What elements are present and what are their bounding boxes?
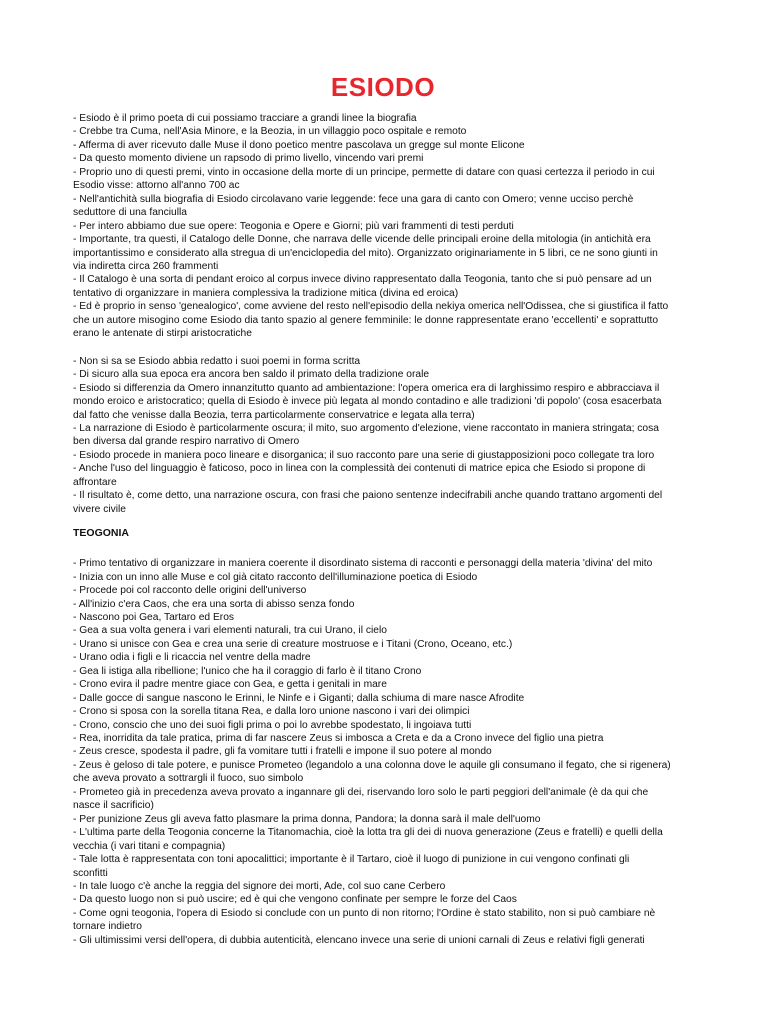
text-line: - Zeus è geloso di tale potere, e punisce Prometeo (legandolo a una colonna dove le aquile gli consumano il fegato, che si rigenera) <box>73 759 671 771</box>
section-heading-teogonia: TEOGONIA <box>73 527 130 540</box>
text-line: - Anche l'uso del linguaggio è faticoso, poco in linea con la complessità dei contenuti di matrice epica che Esiodo si propone di <box>73 463 646 475</box>
text-line: - Zeus cresce, spodesta il padre, gli fa vomitare tutti i fratelli e impone il suo potere al mondo <box>73 746 492 758</box>
text-line: vivere civile <box>73 503 126 515</box>
text-line: - Gea li istiga alla ribellione; l'unico che ha il coraggio di farlo è il titano Crono <box>73 665 422 677</box>
text-line: Esodio visse: attorno all'anno 700 ac <box>73 180 240 192</box>
text-line: - La narrazione di Esiodo è particolarmente oscura; il mito, suo argomento d'elezione, viene raccontato in maniera stringata; cosa <box>73 422 659 434</box>
text-line: seduttore di una fanciulla <box>73 207 187 219</box>
text-line: tentativo di organizzare in maniera complessiva la tradizione mitica (divina ed eroica) <box>73 287 459 299</box>
text-line: - Urano odia i figli e li ricaccia nel ventre della madre <box>73 652 311 664</box>
text-line: - Tale lotta è rappresentata con toni apocalittici; importante è il Tartaro, cioè il luogo di punizione in cui vengono confinati gli <box>73 854 630 866</box>
text-line: - In tale luogo c'è anche la reggia del signore dei morti, Ade, col suo cane Cerbero <box>73 881 446 893</box>
text-line: - Il risultato è, come detto, una narrazione oscura, con frasi che paiono sentenze indecifrabili anche quando trattano argomenti del <box>73 490 663 502</box>
text-line: - Urano si unisce con Gea e crea una serie di creature mostruose e i Titani (Crono, Oceano, etc.) <box>73 638 513 650</box>
intro-section <box>73 112 693 341</box>
text-line: - Il Catalogo è una sorta di pendant eroico al corpus invece divino rappresentato dalla Teogonia, tanto che si può pensare ad un <box>73 274 652 286</box>
paragraph-spacer <box>73 341 693 355</box>
text-line: vecchia (i vari titani e compagnia) <box>73 840 226 852</box>
text-line: - Importante, tra questi, il Catalogo delle Donne, che narrava delle vicende delle principali eroine della mitologia (in antichità era <box>73 234 651 246</box>
text-line: - All'inizio c'era Caos, che era una sorta di abisso senza fondo <box>73 598 355 610</box>
text-line: sconfitti <box>73 867 108 879</box>
text-line: - Rea, inorridita da tale pratica, prima di far nascere Zeus si imbosca a Creta e da a Crono invece del figlio una pietra <box>73 733 604 745</box>
text-line: - Esiodo si differenzia da Omero innanzitutto quanto ad ambientazione: l'opera omerica era di larghissimo respiro e abbracciava il <box>73 382 660 394</box>
text-line: - Procede poi col racconto delle origini dell'universo <box>73 585 307 597</box>
text-line: - Nascono poi Gea, Tartaro ed Eros <box>73 611 235 623</box>
text-line: affrontare <box>73 476 117 488</box>
text-line: ben diversa dal grande respiro narrativo di Omero <box>73 436 300 448</box>
text-line: - Da questo momento diviene un rapsodo di primo livello, vincendo vari premi <box>73 153 424 165</box>
document-page <box>73 72 693 947</box>
text-line: erano le antenate di stirpi aristocratiche <box>73 328 252 340</box>
text-line: - Crono, conscio che uno dei suoi figli prima o poi lo avrebbe spodestato, li ingoiava tutti <box>73 719 472 731</box>
text-line: dal fatto che venisse dalla Beozia, terra particolarmente conservatrice e legata alla terra) <box>73 409 475 421</box>
text-line: mondo eroico e aristocratico; quella di Esiodo è invece più legata al mondo contadino e alle tradizioni 'di popolo' (cosa esacerbata <box>73 396 662 408</box>
text-line: - Crebbe tra Cuma, nell'Asia Minore, e la Beozia, in un villaggio poco ospitale e remoto <box>73 126 467 138</box>
text-line: - Da questo luogo non si può uscire; ed è qui che vengono confinate per sempre le forze del Caos <box>73 894 517 906</box>
text-line: - Gli ultimissimi versi dell'opera, di dubbia autenticità, elencano invece una serie di unioni carnali di Zeus e relativi figli generati <box>73 934 645 946</box>
text-line: - Primo tentativo di organizzare in maniera coerente il disordinato sistema di racconti e personaggi della materia 'divina' del mito <box>73 558 653 570</box>
text-line: - Gea a sua volta genera i vari elementi naturali, tra cui Urano, il cielo <box>73 625 387 637</box>
text-line: - Esiodo procede in maniera poco lineare e disorganica; il suo racconto pare una serie di giustapposizioni poco collegate tra loro <box>73 449 655 461</box>
text-line: - Di sicuro alla sua epoca era ancora ben saldo il primato della tradizione orale <box>73 369 430 381</box>
text-line: nasce il sacrificio) <box>73 800 154 812</box>
teogonia-section <box>73 557 693 947</box>
text-line: - Non si sa se Esiodo abbia redatto i suoi poemi in forma scritta <box>73 355 361 367</box>
text-line: che un autore misogino come Esiodo dia tanto spazio al genere femminile: le donne rappresentate erano 'eccellenti' e soprattutto <box>73 314 659 326</box>
text-line: - Proprio uno di questi premi, vinto in occasione della morte di un principe, permette di datare con quasi certezza il periodo in cui <box>73 166 655 178</box>
text-line: - Per intero abbiamo due sue opere: Teogonia e Opere e Giorni; più vari frammenti di testi perduti <box>73 220 514 232</box>
text-line: - Afferma di aver ricevuto dalle Muse il dono poetico mentre pascolava un gregge sul monte Elicone <box>73 139 525 151</box>
text-line: - Per punizione Zeus gli aveva fatto plasmare la prima donna, Pandora; la donna sarà il male dell'uomo <box>73 813 541 825</box>
text-line: - Come ogni teogonia, l'opera di Esiodo si conclude con un punto di non ritorno; l'Ordine è stato stabilito, non si può cambiare nè <box>73 907 656 919</box>
text-line: - L'ultima parte della Teogonia concerne la Titanomachia, cioè la lotta tra gli dei di nuova generazione (Zeus e fratelli) e quelli della <box>73 827 663 839</box>
text-line: via indiretta circa 260 frammenti <box>73 260 219 272</box>
text-line: che aveva provato a sottrargli il fuoco, suo simbolo <box>73 773 304 785</box>
text-line: - Prometeo già in precedenza aveva provato a ingannare gli dei, riservando loro solo le parti peggiori dell'animale (è da qui che <box>73 786 649 798</box>
style-section <box>73 355 693 516</box>
text-line: - Crono evira il padre mentre giace con Gea, e getta i genitali in mare <box>73 679 387 691</box>
text-line: - Dalle gocce di sangue nascono le Erinni, le Ninfe e i Giganti; dalla schiuma di mare nasce Afrodite <box>73 692 525 704</box>
text-line: - Ed è proprio in senso 'genealogico', come avviene del resto nell'episodio della nekiya omerica nell'Odissea, che si giustifica il fatto <box>73 301 669 313</box>
document-title: ESIODO <box>330 72 436 102</box>
text-line: - Esiodo è il primo poeta di cui possiamo tracciare a grandi linee la biografia <box>73 113 417 124</box>
text-line: - Inizia con un inno alle Muse e col già citato racconto dell'illuminazione poetica di Esiodo <box>73 571 478 583</box>
text-line: - Crono si sposa con la sorella titana Rea, e dalla loro unione nascono i vari dei olimpici <box>73 706 470 718</box>
text-line: - Nell'antichità sulla biografia di Esiodo circolavano varie leggende: fece una gara di canto con Omero; venne ucciso perchè <box>73 193 634 205</box>
text-line: tornare indietro <box>73 921 142 933</box>
text-line: importantissimo e considerato alla stregua di un'enciclopedia del mito). Organizzato originariamente in 5 libri, ce ne sono giunti in <box>73 247 658 259</box>
